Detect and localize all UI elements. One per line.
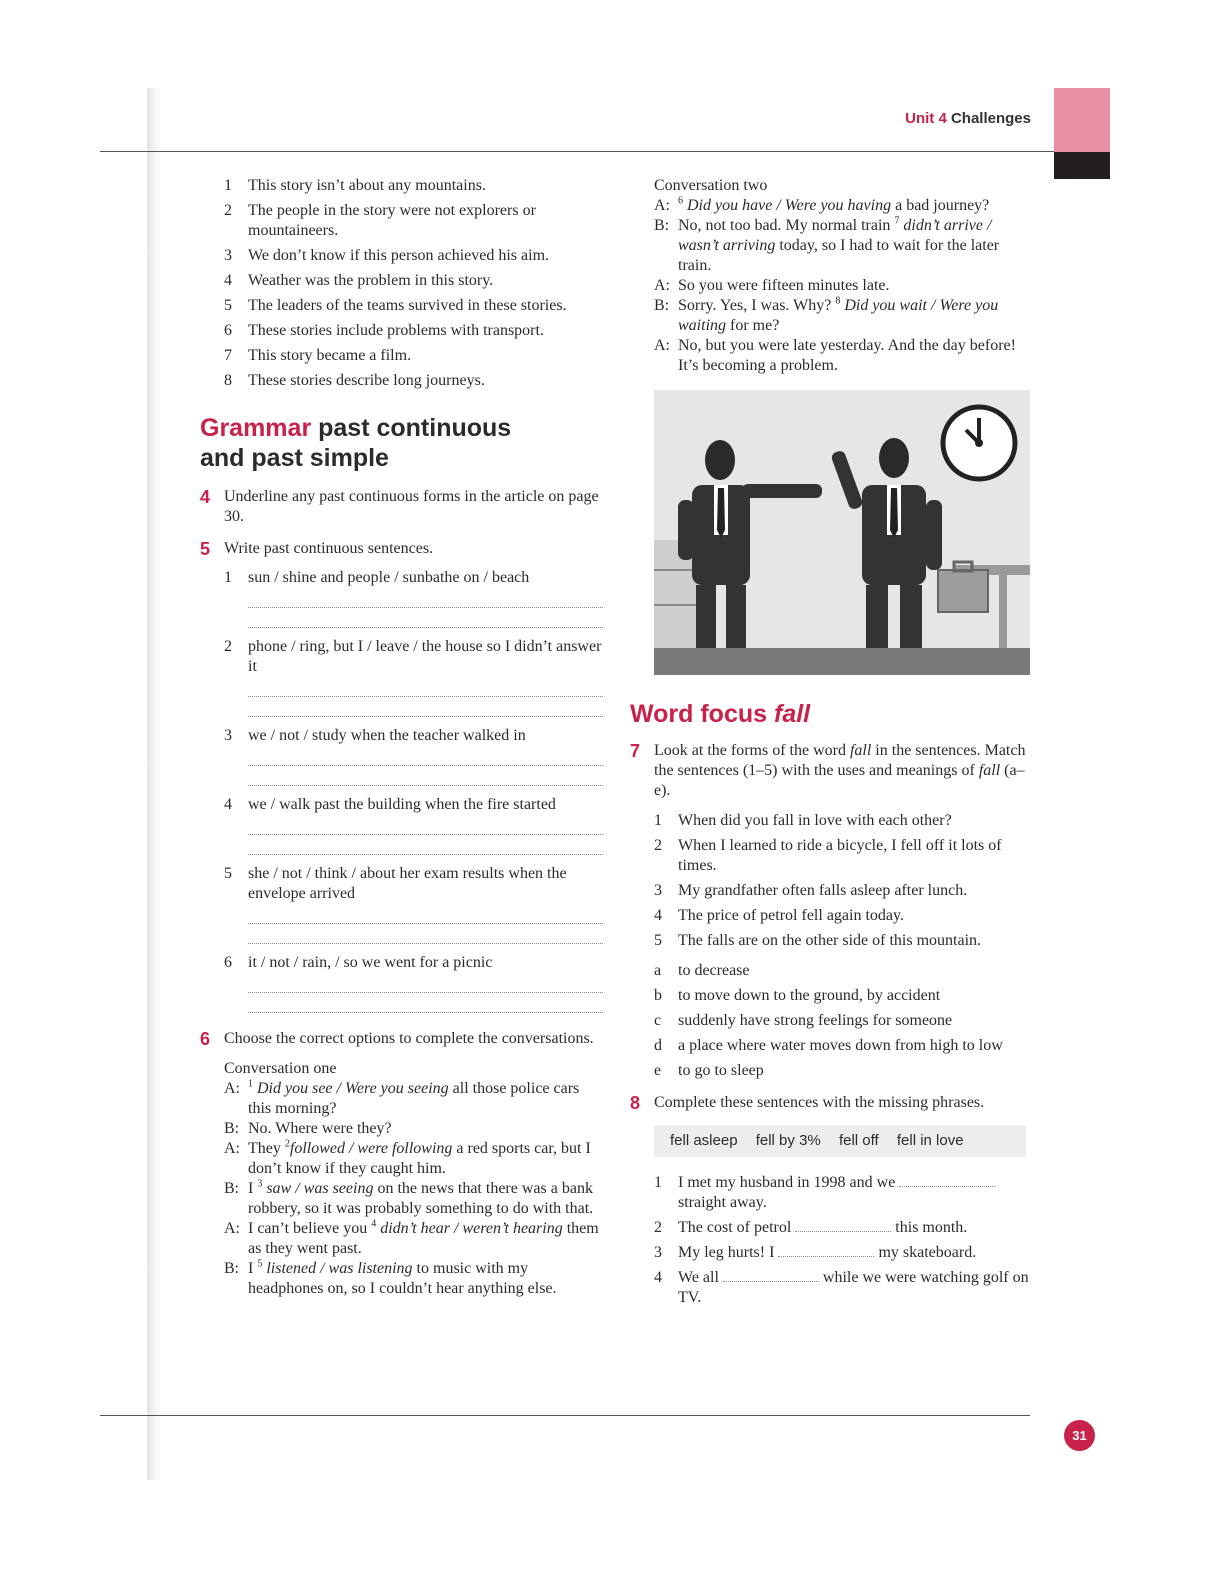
dialogue-line: A: No, but you were late yesterday. And the day before! It’s becoming a problem. — [654, 337, 1016, 374]
list-item: 4 Weather was the problem in this story. — [224, 272, 494, 289]
ex5-item: 5 she / not / think / about her exam results when the envelope arrived — [224, 864, 605, 944]
list-item: 2 When I learned to ride a bicycle, I fell off it lots of times. — [654, 837, 1002, 874]
conversation-one — [224, 1059, 605, 1299]
ex5-item: 2 phone / ring, but I / leave / the house so I didn’t answer it — [224, 637, 605, 717]
ex5-item: 3 we / not / study when the teacher walked in — [224, 726, 605, 786]
answer-line[interactable] — [248, 993, 603, 1013]
list-item: e to go to sleep — [654, 1062, 764, 1079]
word-focus-heading: Word focus fall — [630, 700, 811, 728]
exercise-6: 6 Choose the correct options to complete the conversations. Conversation one A: $^1$ Did you see / Were you seeing all those police cars this morning? B: No. Where were they? A: They $^2$followed / were following a red sports car, but I don’t know if they caught him. B: I $^3$ saw / was seeing on the news that there was a bank robbery, so it was probably something to do with that. A: I can’t believe you $^4$ didn’t hear / weren’t hearing them as they went past. B: I $^5$ listened / was listening to music with my headphones on, so I couldn’t hear anything else. — [200, 1029, 605, 1299]
dialogue-line: A: So you were fifteen minutes late. — [654, 277, 890, 294]
list-item: 5 The leaders of the teams survived in these stories. — [224, 297, 567, 314]
exercise-4: 4 Underline any past continuous forms in the article on page 30. — [200, 487, 599, 525]
list-item: 7 This story became a film. — [224, 347, 412, 364]
ex5-item: 4 we / walk past the building when the fire started — [224, 795, 605, 855]
list-item: 5 The falls are on the other side of this mountain. — [654, 932, 982, 949]
phrase-option: fell asleep — [670, 1132, 738, 1149]
fall-sentences — [630, 811, 1030, 951]
conversation-title: Conversation two — [654, 177, 768, 194]
right-column — [630, 176, 1030, 1313]
list-item: 1 I met my husband in 1998 and we straight away. — [630, 1173, 1030, 1213]
dialogue-line: B: I $^5$ listened / was listening to music with my headphones on, so I couldn’t hear anything else. — [224, 1258, 557, 1297]
list-item: 3 My leg hurts! I my skateboard. — [654, 1244, 977, 1261]
list-item: 3 My grandfather often falls asleep after lunch. — [654, 882, 968, 899]
phrase-option: fell in love — [896, 1132, 964, 1149]
option-choice[interactable]: Did you see / Were you seeing — [257, 1080, 449, 1097]
ex5-item: 1 sun / shine and people / sunbathe on / beach — [224, 568, 605, 628]
option-choice[interactable]: Did you wait / Were you waiting — [678, 297, 999, 334]
answer-line[interactable] — [248, 973, 603, 993]
ex5-item: 6 it / not / rain, / so we went for a picnic — [224, 953, 605, 1013]
ex8-items — [630, 1173, 1030, 1308]
option-choice[interactable]: listened / was listening — [266, 1260, 413, 1277]
header-rule — [100, 151, 1054, 152]
answer-line[interactable] — [248, 697, 603, 717]
exercise-5: 5 Write past continuous sentences. 1 sun / shine and people / sunbathe on / beach 2 phone / ring, but I / leave / the house so I didn’t answer it 3 we / not / study when the teacher walked in 4 we / walk past the building when the fire started 5 she / not / think / about her exam results when the envelope arrived 6 it / not / rain, / so we went for a picnic — [200, 539, 605, 1013]
running-header — [905, 110, 1031, 127]
dialogue-line: B: Sorry. Yes, I was. Why? $^8$ Did you wait / Were you waiting for me? — [654, 295, 999, 334]
answer-line[interactable] — [248, 746, 603, 766]
conversation-two — [630, 176, 1030, 376]
exercise-7: 7 Look at the forms of the word fall in the sentences. Match the sentences (1–5) with the uses and meanings of fall (a–e). 1 When did you fall in love with each other? 2 When I learned to ride a bicycle, I fell off it lots of times. 3 My grandfather often falls asleep after lunch. 4 The price of petrol fell again today. 5 The falls are on the other side of this mountain. a to decrease b to move down to the ground, by accident c suddenly have strong feelings for someone d a place where water moves down from high to low e to go to sleep — [630, 741, 1030, 1081]
dialogue-line: B: No. Where were they? — [224, 1120, 392, 1137]
list-item: b to move down to the ground, by accident — [654, 987, 941, 1004]
option-choice[interactable]: followed / were following — [289, 1140, 453, 1157]
dialogue-line: A: They $^2$followed / were following a red sports car, but I don’t know if they caught him. — [224, 1138, 591, 1177]
answer-line[interactable] — [248, 815, 603, 835]
list-item: 1 When did you fall in love with each other? — [654, 812, 952, 829]
answer-line[interactable] — [248, 608, 603, 628]
option-choice[interactable]: saw / was seeing — [266, 1180, 374, 1197]
unit-tab-pink — [1054, 88, 1110, 152]
dialogue-line: A: $^6$ Did you have / Were you having a bad journey? — [654, 195, 990, 214]
answer-line[interactable] — [248, 904, 603, 924]
dialogue-line: B: I $^3$ saw / was seeing on the news that there was a bank robbery, so it was probably something to do with that. — [224, 1178, 594, 1217]
exercise-8: 8 Complete these sentences with the missing phrases. — [630, 1093, 985, 1113]
answer-blank[interactable] — [795, 1219, 891, 1232]
list-item: c suddenly have strong feelings for someone — [654, 1012, 953, 1029]
unit-title: Challenges — [950, 110, 1031, 127]
option-choice[interactable]: didn’t hear / weren’t hearing — [380, 1220, 563, 1237]
list-item: 4 We all while we were watching golf on TV. — [654, 1269, 1029, 1306]
phrase-option: fell off — [838, 1132, 879, 1149]
list-item: 2 The people in the story were not explorers or mountaineers. — [224, 202, 536, 239]
list-item: 1 This story isn’t about any mountains. — [224, 177, 486, 194]
unit-tab-dark — [1054, 152, 1110, 179]
page-number-badge: 31 — [1064, 1420, 1095, 1451]
list-item: 8 These stories describe long journeys. — [224, 372, 485, 389]
list-item: 6 These stories include problems with transport. — [224, 322, 544, 339]
list-item: 4 The price of petrol fell again today. — [654, 907, 904, 924]
list-item: 2 The cost of petrol this month. — [654, 1219, 968, 1236]
fall-meanings — [630, 961, 1030, 1081]
unit-label: Unit 4 — [905, 110, 947, 127]
answer-line[interactable] — [248, 924, 603, 944]
statements-list — [200, 176, 605, 391]
dialogue-line: B: No, not too bad. My normal train $^7$ didn’t arrive / wasn’t arriving today, so I had to wait for the later train. — [654, 215, 1000, 274]
left-column — [200, 176, 605, 1299]
dialogue-line: A: $^1$ Did you see / Were you seeing all those police cars this morning? — [224, 1078, 580, 1117]
answer-blank[interactable] — [899, 1174, 995, 1187]
page-gutter-shadow — [147, 88, 161, 1480]
grammar-heading: Grammar past continuous and past simple — [200, 414, 512, 472]
answer-line[interactable] — [248, 766, 603, 786]
list-item: d a place where water moves down from high to low — [654, 1037, 1003, 1054]
phrase-box — [654, 1125, 1026, 1157]
illustration-svg — [654, 390, 1030, 675]
answer-blank[interactable] — [723, 1269, 819, 1282]
answer-line[interactable] — [248, 835, 603, 855]
dialogue-line: A: I can’t believe you $^4$ didn’t hear / weren’t hearing them as they went past. — [224, 1218, 599, 1257]
answer-line[interactable] — [248, 677, 603, 697]
list-item: 3 We don’t know if this person achieved his aim. — [224, 247, 550, 264]
option-choice[interactable]: didn’t arrive / wasn’t arriving — [678, 217, 992, 254]
option-choice[interactable]: Did you have / Were you having — [687, 197, 892, 214]
answer-blank[interactable] — [778, 1244, 874, 1257]
office-illustration — [654, 390, 1030, 675]
list-item: a to decrease — [654, 962, 750, 979]
conversation-title: Conversation one — [224, 1060, 337, 1077]
footer-rule — [100, 1415, 1030, 1416]
answer-line[interactable] — [248, 588, 603, 608]
phrase-option: fell by 3% — [755, 1132, 821, 1149]
